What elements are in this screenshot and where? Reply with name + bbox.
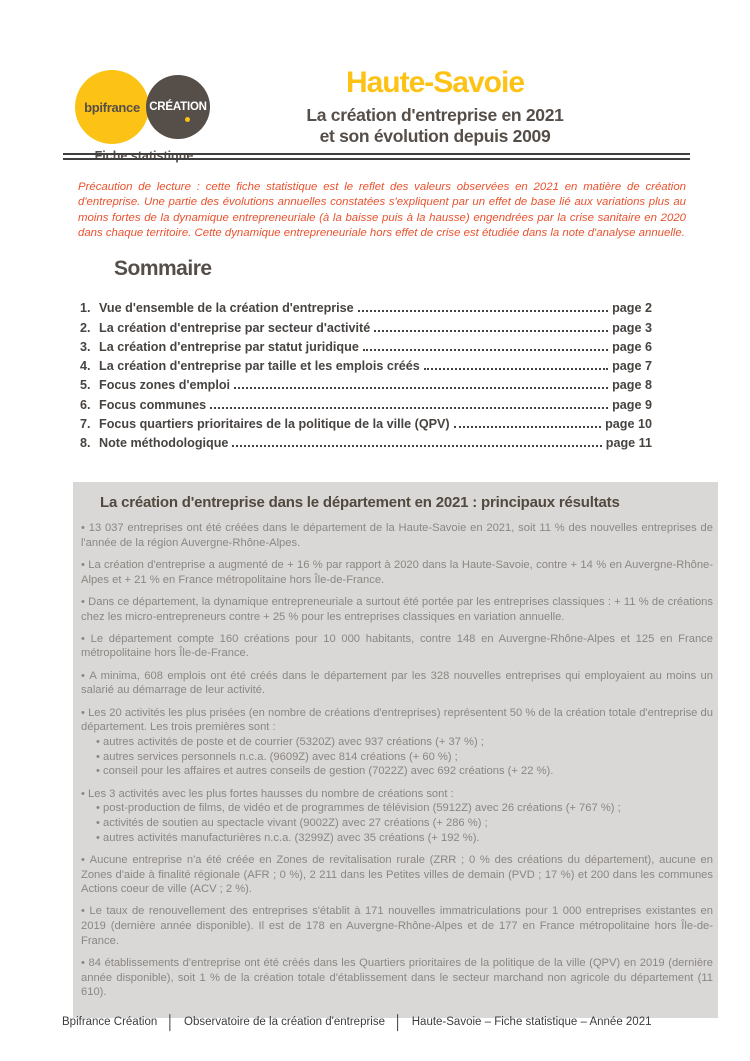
creation-logo [146,75,210,139]
bpifrance-logo-label: bpifrance [84,99,140,115]
toc-item[interactable] [80,431,652,450]
footer-segment: Haute-Savoie – Fiche statistique – Année 2021 [411,1016,652,1028]
logo-tagline: Fiche statistique [94,149,194,163]
toc-item-number: 6. [80,397,91,412]
toc-item[interactable] [80,412,652,431]
result-item [81,904,713,948]
toc-item-number: 8. [80,436,91,451]
toc-item-page: page 9 [612,397,652,412]
logo-row [75,70,215,144]
toc-item-page: page 7 [612,359,652,374]
result-sub-bullet-text: • post-production de films, de vidéo et de programmes de télévision (5912Z) avec 26 créations (+ 767 %) ; [96,801,713,816]
result-sub-bullet-text: • autres activités de poste et de courrier (5320Z) avec 937 créations (+ 37 %) ; [96,735,713,750]
page-subtitle-line1: La création d'entreprise en 2021 [306,105,564,125]
toc-leader-dots [374,330,608,332]
result-sub-bullet-text: • autres activités manufacturières n.c.a. (3299Z) avec 35 créations (+ 192 %). [96,831,713,846]
toc-leader-dots [210,407,608,409]
toc-item-page: page 2 [612,301,652,316]
toc-item-number: 1. [80,301,91,316]
result-item [81,595,713,624]
toc-item-label: Focus zones d'emploi [99,378,231,393]
toc-item[interactable] [80,392,652,411]
toc-leader-dots [232,445,601,447]
toc-leader-dots [234,387,608,389]
toc-item-label: Note méthodologique [99,436,229,451]
toc-item-page: page 8 [612,378,652,393]
creation-logo-dot-icon [185,117,190,122]
toc-item-page: page 3 [612,320,652,335]
toc-leader-dots [454,426,601,428]
footer-separator: │ [394,1014,403,1030]
toc-heading: Sommaire [114,257,212,280]
footer-segment: Observatoire de la création d'entreprise [184,1016,385,1028]
toc-item-page: page 10 [605,417,652,432]
toc-item[interactable] [80,315,652,334]
page-title: Haute-Savoie [345,66,525,99]
title-block [268,66,602,147]
toc-item[interactable] [80,354,652,373]
result-bullet-text: • Les 20 activités les plus prisées (en nombre de créations d'entreprises) représentent 50 % de la création totale d'entreprise du département. Les trois premières sont : [81,706,713,735]
page-subtitle-line2: et son évolution depuis 2009 [319,126,551,146]
key-results-heading: La création d'entreprise dans le département en 2021 : principaux résultats [100,494,620,511]
result-bullet-text: • 13 037 entreprises ont été créées dans le département de la Haute-Savoie en 2021, soit 11 % des nouvelles entreprises de l'année de la région Auvergne-Rhône-Alpes. [81,521,713,550]
toc-item-label: Vue d'ensemble de la création d'entreprise [99,301,354,316]
toc-item-number: 7. [80,417,91,432]
footer-segment: Bpifrance Création [62,1016,158,1028]
toc-item-label: Focus communes [99,397,207,412]
page-footer [62,1014,652,1030]
result-bullet-text: • Les 3 activités avec les plus fortes hausses du nombre de créations sont : [81,787,713,802]
toc-item-label: La création d'entreprise par statut juridique [99,339,359,354]
toc-item-page: page 11 [605,436,652,451]
toc-item-number: 5. [80,378,91,393]
result-sub-bullet-text: • autres services personnels n.c.a. (9609Z) avec 814 créations (+ 60 %) ; [96,750,713,765]
result-item [81,558,713,587]
creation-logo-label: CRÉATION [149,101,207,113]
toc-item-label: La création d'entreprise par taille et les emplois créés [99,359,420,374]
result-sub-bullet-text: • activités de soutien au spectacle vivant (9002Z) avec 27 créations (+ 286 %) ; [96,816,713,831]
toc-item-number: 4. [80,359,91,374]
result-bullet-text: • Le département compte 160 créations pour 10 000 habitants, contre 148 en Auvergne-Rhône-Alpes et 125 en France métropolitaine hors Île-de-France. [81,632,713,661]
result-bullet-text: • 84 établissements d'entreprise ont été créés dans les Quartiers prioritaires de la politique de la ville (QPV) en 2019 (dernière année disponible), soit 1 % de la création totale d'établissement dans le secteur marchand non agricole du département (11 610). [81,956,713,1000]
result-sub-bullet-text: • conseil pour les affaires et autres conseils de gestion (7022Z) avec 692 créations (+ 22 %). [96,764,713,779]
toc-item[interactable] [80,373,652,392]
reading-precaution-note: Précaution de lecture : cette fiche statistique est le reflet des valeurs observées en 2021 en matière de création d'entreprise. Une partie des évolutions annuelles constatées s'expliquent par un effet de base lié aux variations plus au moins fortes de la dynamique entrepreneuriale (à la baisse puis à la hausse) engendrées par la crise sanitaire en 2020 dans chaque territoire. Cette dynamique entrepreneuriale hors effet de crise est étudiée dans la note d'analyse annuelle. [78,181,686,239]
result-item [81,787,713,846]
key-results-box [73,482,718,1018]
toc-item-number: 2. [80,320,91,335]
toc-item-page: page 6 [612,339,652,354]
result-bullet-text: • La création d'entreprise a augmenté de + 16 % par rapport à 2020 dans la Haute-Savoie, contre + 14 % en Auvergne-Rhône-Alpes et + 21 % en France métropolitaine hors Île-de-France. [81,558,713,587]
header-divider [63,153,690,160]
result-item [81,521,713,550]
toc-leader-dots [358,310,608,312]
toc-leader-dots [363,349,608,351]
result-bullet-text: • Dans ce département, la dynamique entrepreneuriale a surtout été portée par les entreprises classiques : + 11 % de créations chez les micro-entrepreneurs contre + 25 % pour les entreprises classiques en variation annuelle. [81,595,713,624]
result-bullet-text: • A minima, 608 emplois ont été créés dans le département par les 328 nouvelles entreprises qui employaient au moins un salarié au démarrage de leur activité. [81,669,713,698]
footer-separator: │ [166,1014,175,1030]
toc-item-label: Focus quartiers prioritaires de la politique de la ville (QPV) [99,417,450,432]
header-logos [75,70,215,163]
toc-item[interactable] [80,296,652,315]
bpifrance-logo [75,70,149,144]
toc-item-number: 3. [80,339,91,354]
result-item [81,669,713,698]
toc-item[interactable] [80,335,652,354]
toc-item-label: La création d'entreprise par secteur d'activité [99,320,371,335]
toc-leader-dots [424,368,608,370]
result-item [81,632,713,661]
result-item [81,853,713,897]
table-of-contents [80,296,652,450]
result-bullet-text: • Aucune entreprise n'a été créée en Zones de revitalisation rurale (ZRR ; 0 % des créations du département), aucune en Zones d'aide à finalité régionale (AFR ; 0 %), 2 211 dans les Petites villes de demain (PVD ; 17 %) et 200 dans les communes Actions coeur de ville (ACV ; 2 %). [81,853,713,897]
result-item [81,956,713,1000]
key-results-list [81,521,713,1000]
result-item [81,706,713,780]
result-bullet-text: • Le taux de renouvellement des entreprises s'établit à 171 nouvelles immatriculations pour 1 000 entreprises existantes en 2019 (dernière année disponible). Il est de 178 en Auvergne-Rhône-Alpes et de 177 en France métropolitaine hors Île-de-France. [81,904,713,948]
